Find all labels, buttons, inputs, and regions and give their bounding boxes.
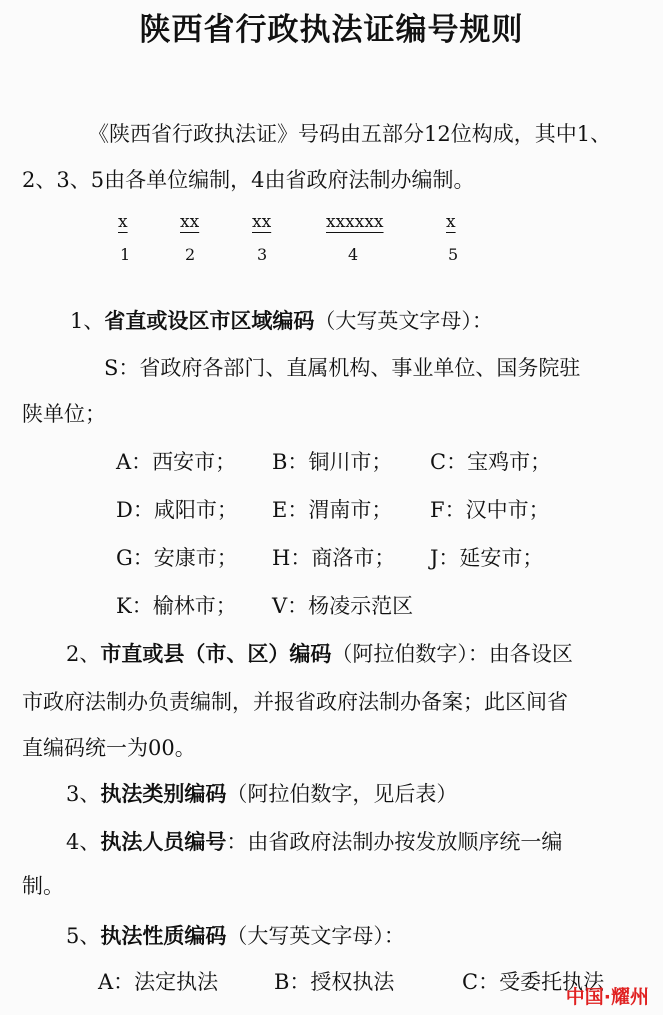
region-code-f: F：汉中市； [430, 498, 550, 522]
section-1-title: 省直或设区市区域编码 [104, 308, 315, 333]
region-code-j: J：延安市； [430, 546, 544, 570]
section-3-heading [66, 778, 457, 808]
nature-code-b: B：授权执法 [274, 970, 395, 994]
segment-5-mark: x [446, 212, 456, 232]
section-5-rest: （大写英文字母）： [226, 924, 405, 948]
section-2-heading [66, 638, 573, 668]
nature-code-a: A：法定执法 [98, 970, 219, 994]
region-code-a: A：西安市； [116, 450, 237, 474]
section-2-line-2: 市政府法制办负责编制，并报省政府法制办备案；此区间省 [22, 690, 568, 714]
section-2-line-3: 直编码统一为00。 [22, 736, 196, 760]
section-3-label: 3、 [66, 782, 101, 806]
section-5-heading [66, 920, 405, 950]
intro-line-2: 2、3、5由各单位编制，4由省政府法制办编制。 [22, 168, 475, 192]
section-4-line-2: 制。 [22, 874, 64, 898]
region-code-c: C：宝鸡市； [430, 450, 552, 474]
section-3-title: 执法类别编码 [100, 781, 227, 806]
region-code-d: D：咸阳市； [116, 498, 238, 522]
segment-4-mark: xxxxxx [326, 212, 384, 232]
section-5-title: 执法性质编码 [100, 923, 227, 948]
section-4-rest: ：由省政府法制办按发放顺序统一编 [226, 830, 563, 854]
segment-2-mark: xx [180, 212, 200, 232]
page-title: 陕西省行政执法证编号规则 [139, 12, 524, 48]
watermark: 中国·耀州 [565, 986, 649, 1008]
region-code-g: G：安康市； [116, 546, 238, 570]
section-1-heading [70, 305, 493, 335]
s-code-line-2: 陕单位； [22, 402, 106, 426]
region-code-k: K：榆林市； [116, 594, 237, 618]
section-4-label: 4、 [66, 830, 101, 854]
section-2-label: 2、 [66, 642, 101, 666]
segment-1-number: 1 [120, 245, 131, 264]
section-4-heading [66, 826, 562, 856]
s-code-line-1: S：省政府各部门、直属机构、事业单位、国务院驻 [104, 356, 581, 380]
section-3-rest: （阿拉伯数字，见后表） [226, 782, 458, 806]
section-1-label: 1、 [70, 309, 105, 333]
segment-4-number: 4 [348, 245, 359, 264]
section-2-title: 市直或县（市、区）编码 [100, 641, 332, 666]
segment-5-number: 5 [448, 245, 459, 264]
segment-2-number: 2 [185, 245, 196, 264]
segment-3-number: 3 [257, 245, 268, 264]
nature-code-c: C：受委托执法 [462, 970, 605, 994]
section-4-title: 执法人员编号 [100, 829, 227, 854]
region-code-v: V：杨凌示范区 [272, 594, 414, 618]
segment-3-mark: xx [252, 212, 272, 232]
intro-line-1: 《陕西省行政执法证》号码由五部分12位构成，其中1、 [88, 122, 612, 146]
region-code-h: H：商洛市； [272, 546, 396, 570]
section-5-label: 5、 [66, 924, 101, 948]
section-1-note: （大写英文字母）： [314, 309, 493, 333]
segment-1-mark: x [118, 212, 128, 232]
region-code-e: E：渭南市； [272, 498, 393, 522]
region-code-b: B：铜川市； [272, 450, 393, 474]
section-2-rest: （阿拉伯数字）：由各设区 [331, 642, 573, 666]
